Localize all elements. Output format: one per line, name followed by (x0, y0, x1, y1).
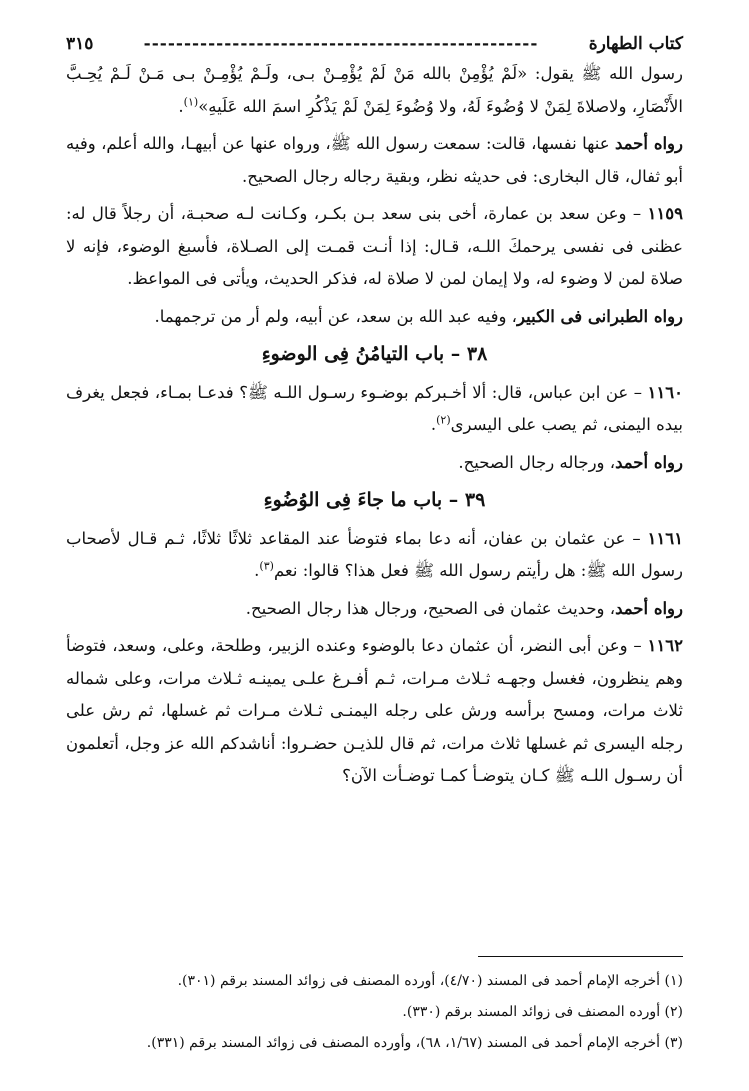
paragraph-hadith-1161: ١١٦١ – عن عثمان بن عفان، أنه دعا بماء فتوضأ عند المقاعد ثلاثًا ثلاثًا، ثـم قـال لأصحاب رسول الله ﷺ: هل رأيتم رسول الله ﷺ فعل هذا؟ قالوا: نعم$^{(٣)}$. (66, 528, 683, 580)
footnotes (66, 966, 683, 1059)
text: ، ورجاله رجال الصحيح. (458, 452, 616, 472)
page-body (66, 58, 683, 793)
header-dashes: ------------------------------------------------- (143, 34, 539, 54)
text: عنها نفسها، قالت: سمعت رسول الله ﷺ، ورواه عنها عن أبيهـا، والله أعلم، وفيه أبو ثفال، قال البخارى: فى حديثه نظر، وبقية رجاله رجال الصحيح. (66, 134, 683, 186)
footnote-1: (١) أخرجه الإمام أحمد فى المسند (٤/٧٠)، أورده المصنف فى زوائد المسند برقم (٣٠١). (177, 973, 683, 989)
hadith-number: ١١٦١ (647, 528, 683, 548)
text: – وعن سعد بن عمارة، أخى بنى سعد بـن بكـر، وكـانت لـه صحبـة، أن رجلاً قال له: عظنى فى نفسى يرحمكَ اللـه، قـال: إذا أنـت قمـت إلى الصـلاة، فأسبغ الوضوء، فإنه لا صلاة لمن لا وضوء له، ولا إيمان لمن لا صلاة له، فذكر الحديث، ويأتى فى المواعظ. (66, 204, 683, 288)
text: رسول الله ﷺ يقول: «لَمْ يُؤْمِنْ بالله مَنْ لَمْ يُؤْمِـنْ بـى، ولَـمْ يُؤْمِـنْ بـى مَـنْ لَـمْ يُحِـبَّ الأَنْصَارِ، ولاصلاةَ لِمَنْ لا وُضُوءَ لَهُ، ولا وُضُوءَ لِمَنْ لَمْ يَذْكُرِ اسمَ الله عَلَيهِ» (66, 64, 683, 116)
paragraph-hadith-1159 (66, 198, 683, 296)
page-number: ٣١٥ (66, 34, 94, 54)
paragraph-hadith-1162 (66, 630, 683, 793)
text: ، وفيه عبد الله بن سعد، عن أبيه، ولم أر من ترجمهما. (154, 306, 518, 326)
hadith-number: ١١٦٢ (647, 636, 683, 655)
footnote-ref: (١) (183, 95, 199, 108)
paragraph-hadith-text: رسول الله ﷺ يقول: «لَمْ يُؤْمِنْ بالله مَنْ لَمْ يُؤْمِـنْ بـى، ولَـمْ يُؤْمِـنْ بـى مَـنْ لَـمْ يُحِـبَّ الأَنْصَارِ، ولاصلاةَ لِمَنْ لا وُضُوءَ لَهُ، ولا وُضُوءَ لِمَنْ لَمْ يَذْكُرِ اسمَ الله عَلَيهِ»$^{(١)}$. (66, 64, 683, 116)
paragraph-narration (66, 128, 683, 193)
section-heading-39: ٣٩ – باب ما جاءَ فِى الوُضُوءِ (263, 489, 486, 511)
text: – عن ابن عباس، قال: ألا أخـبركم بوضـوء رسـول اللـه ﷺ؟ فدعـا بمـاء، فجعل يغرف بيده اليمنى، ثم يصب على اليسرى (66, 382, 683, 434)
hadith-number: ١١٥٩ (647, 204, 683, 223)
running-header (66, 30, 683, 58)
footnote-separator (478, 956, 683, 957)
paragraph-narration (66, 301, 683, 334)
narrator-label: رواه أحمد (615, 598, 683, 618)
narrator-label: رواه أحمد (614, 134, 683, 153)
narrator-label: رواه الطبرانى فى الكبير (517, 306, 683, 326)
paragraph-hadith-1160: ١١٦٠ – عن ابن عباس، قال: ألا أخـبركم بوضـوء رسـول اللـه ﷺ؟ فدعـا بمـاء، فجعل يغرف بيده اليمنى، ثم يصب على اليسرى$^{(٢)}$. (66, 382, 683, 434)
book-title: كتاب الطهارة (588, 34, 683, 54)
text: ، وحديث عثمان فى الصحيح، ورجال هذا رجال الصحيح. (245, 598, 616, 618)
footnote-ref: (٣) (259, 559, 274, 573)
footnote-3: (٣) أخرجه الإمام أحمد فى المسند (١/٦٧، ٦٨)، وأورده المصنف فى زوائد المسند برقم (٣٣١). (146, 1035, 683, 1051)
narrator-label: رواه أحمد (615, 452, 683, 472)
text: – عن عثمان بن عفان، أنه دعا بماء فتوضأ عند المقاعد ثلاثًا ثلاثًا، ثـم قـال لأصحاب رسول الله ﷺ: هل رأيتم رسول الله ﷺ فعل هذا؟ قالوا: نعم (66, 528, 683, 580)
footnote-ref: (٢) (436, 413, 451, 427)
hadith-number: ١١٦٠ (647, 382, 683, 402)
text: – وعن أبى النضر، أن عثمان دعا بالوضوء وعنده الزبير، وطلحة، وعلى، وسعد، فتوضأ وهم ينظرون، فغسل وجهـه ثـلاث مـرات، ثـم أفـرغ علـى يمينـه ثـلاث مرات، وعلى شماله ثلاث مرات، ومسح برأسه ورش على رجله اليمنـى ثـلاث مـرات ثم غسلها، ثم رش على رجله اليسرى ثم غسلها ثلاث مرات، ثم قال للذيـن حضـروا: أناشدكم الله عز وجل، أتعلمون أن رسـول اللـه ﷺ كـان يتوضـأ كمـا توضـأت الآن؟ (66, 636, 683, 785)
paragraph-narration (66, 593, 683, 626)
footnote-2: (٢) أورده المصنف فى زوائد المسند برقم (٣٣٠). (402, 1004, 683, 1020)
section-heading-38: ٣٨ – باب التيامُنُ فِى الوضوءِ (261, 343, 488, 365)
paragraph-narration (66, 447, 683, 480)
